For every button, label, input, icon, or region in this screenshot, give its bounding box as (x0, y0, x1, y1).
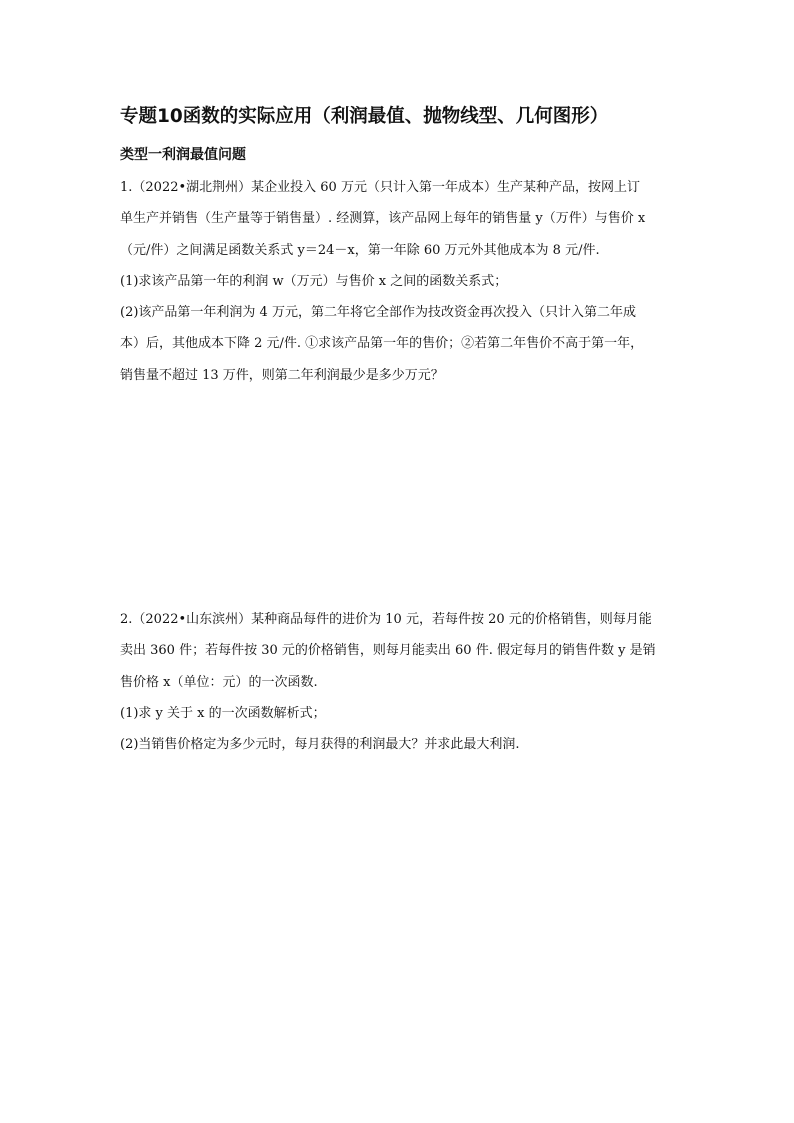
problem-2 (120, 604, 682, 760)
page-title: 专题10函数的实际应用（利润最值、抛物线型、几何图形） (120, 106, 609, 127)
section-heading: 类型一利润最值问题 (120, 147, 246, 163)
problem-2-line-1: 2.（2022•山东滨州）某种商品每件的进价为 10 元，若每件按 20 元的价格销售，则每月能 (120, 612, 652, 627)
problem-1-part-2-line-2: 本）后，其他成本下降 2 元/件. ①求该产品第一年的售价；②若第二年售价不高于第一年， (120, 336, 644, 352)
problem-1-part-1: (1)求该产品第一年的利润 w（万元）与售价 x 之间的函数关系式； (120, 273, 508, 289)
problem-2-line-2: 卖出 360 件；若每件按 30 元的价格销售，则每月能卖出 60 件. 假定每月的销售件数 y 是销 (120, 643, 656, 659)
problem-1-line-3: （元/件）之间满足函数关系式 y＝24－x，第一年除 60 万元外其他成本为 8 元/件. (120, 242, 600, 258)
problem-1-part-2-line-3: 销售量不超过 13 万件，则第二年利润最少是多少万元？ (120, 367, 444, 383)
problem-2-line-3: 售价格 x（单位：元）的一次函数. (120, 674, 318, 690)
problem-2-part-1: (1)求 y 关于 x 的一次函数解析式； (120, 705, 326, 721)
problem-1 (120, 172, 682, 391)
problem-1-line-2: 单生产并销售（生产量等于销售量）. 经测算，该产品网上每年的销售量 y（万件）与售价 x (120, 211, 646, 227)
problem-2-part-2: (2)当销售价格定为多少元时，每月获得的利润最大？并求此最大利润. (120, 737, 520, 753)
problem-1-part-2-line-1: (2)该产品第一年利润为 4 万元，第二年将它全部作为技改资金再次投入（只计入第二年成 (120, 305, 636, 321)
problem-1-line-1: 1.（2022•湖北荆州）某企业投入 60 万元（只计入第一年成本）生产某种产品，按网上订 (120, 180, 640, 195)
